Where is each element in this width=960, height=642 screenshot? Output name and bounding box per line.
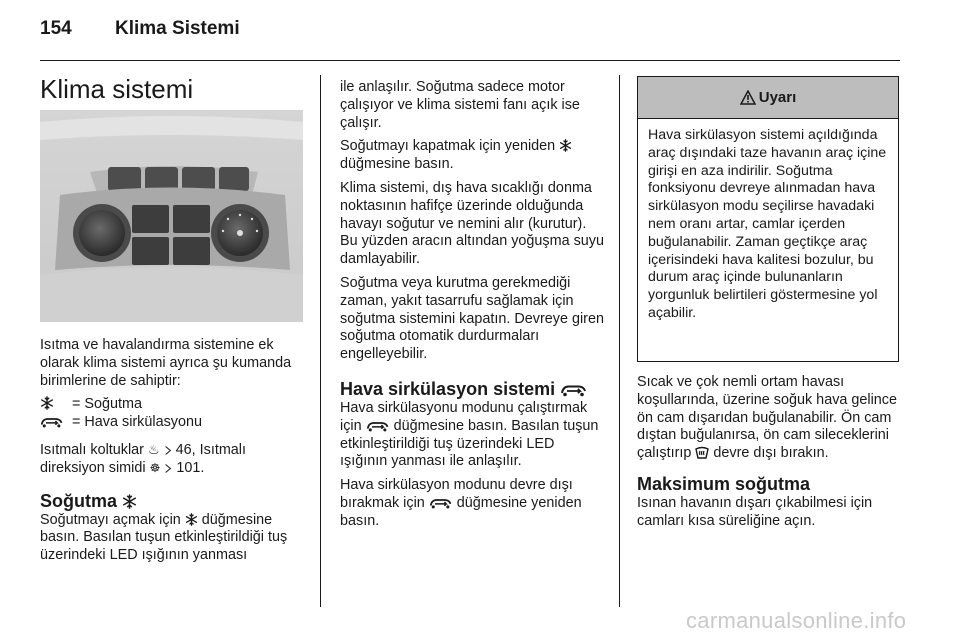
text-run: Sıcak ve çok nemli ortam havası koşullarında, üzerine soğuk hava gelince ön cam dışarıdan buğulanabilir. Ön cam dıştan buğulanırsa, ön cam sileceklerini çalıştırıp [637, 374, 897, 462]
text-run: Soğutmayı kapatmak için yeniden [340, 138, 556, 155]
warning-title: Uyarı [758, 89, 797, 106]
wheel-ref: 101. [176, 459, 205, 476]
recirculation-on-paragraph [340, 400, 605, 471]
recirculation-icon [366, 420, 390, 432]
warning-triangle-icon [740, 90, 756, 105]
seat-heat-icon: ♨ [147, 441, 160, 457]
intro-paragraph: Isıtma ve havalandırma sistemine ek olarak klima sistemi ayrıca şu kumanda birimlerine de sahiptir: [40, 337, 292, 389]
warning-box [637, 76, 899, 362]
page-number: 154 [40, 18, 72, 39]
column-3 [637, 374, 902, 537]
reference-paragraph [40, 441, 304, 478]
definition-recirculation [40, 414, 304, 432]
page-ref-arrow-icon [164, 463, 172, 474]
text-run: düğmesine basın. Basılan tuşun etkinleştirildiği tuş üzerindeki LED ışığının yanması ile anlaşılır. [340, 417, 599, 470]
definition-cooling [40, 396, 304, 414]
page-ref-arrow-icon [164, 445, 172, 456]
chapter-title: Klima Sistemi [115, 18, 240, 39]
snowflake-icon [122, 494, 137, 509]
wheel-text: direksiyon simidi [40, 459, 146, 476]
led-paragraph: ile anlaşılır. Soğutma sadece motor çalışıyor ve klima sistemi fanı açık ise çalışır. [340, 79, 580, 131]
recirculation-icon [429, 497, 453, 509]
watermark: carmanualsonline.info [686, 608, 907, 633]
text-run: Hava sirkülasyon modunu devre dışı bırakmak için [340, 477, 573, 511]
text-run: Hava sirkülasyonu modunu çalıştırmak için [340, 399, 588, 434]
recirculation-icon [560, 383, 588, 397]
page-title: Klima sistemi [40, 74, 194, 104]
steering-heat-icon: ☸ [149, 460, 161, 475]
column-1 [40, 337, 304, 571]
column-divider-2 [619, 75, 620, 607]
snowflake-icon [40, 396, 54, 410]
text-run: düğmesine yeniden basın. [340, 494, 582, 529]
windscreen-defrost-icon [695, 446, 709, 459]
column-2 [340, 79, 605, 537]
fuel-saving-paragraph: Soğutma veya kurutma gerekmediği zaman, yakıt tasarrufu sağlamak için soğutma sistemini kapatın. Devreye giren soğutma otomatik durdurmaları engelleyebilir. [340, 274, 604, 363]
cooling-heading [40, 490, 304, 512]
cooling-off-paragraph [340, 138, 605, 174]
recirculation-icon [40, 416, 64, 428]
dehumidify-paragraph: Klima sistemi, dış hava sıcaklığı donma noktasının hafifçe üzerinde olduğunda havayı soğutur ve nemini alır (kurutur). Bu yüzden aracın altından yoğuşma suyu damlayabilir. [340, 179, 604, 268]
definition-text: = Soğutma [72, 396, 142, 413]
text-run: düğmesine basın. Basılan tuşun etkinleştirildiği tuş üzerindeki LED ışığının yanması [40, 511, 288, 564]
fogging-paragraph [637, 374, 902, 463]
recirculation-heading [340, 378, 605, 400]
recirculation-off-paragraph [340, 477, 605, 530]
cooling-heading-text: Soğutma [40, 490, 118, 511]
snowflake-icon [559, 139, 572, 152]
column-divider-1 [320, 75, 321, 607]
seat-ref: 46, Isıtmalı [175, 441, 247, 458]
max-cooling-paragraph: Isınan havanın dışarı çıkabilmesi için camları kısa süreliğine açın. [637, 494, 873, 529]
text-run: devre dışı bırakın. [713, 445, 829, 462]
seat-text: Isıtmalı koltuklar [40, 441, 144, 458]
text-run: Soğutmayı açmak için [40, 511, 181, 528]
max-cooling-heading: Maksimum soğutma [637, 473, 811, 494]
recirculation-heading-text: Hava sirkülasyon sistemi [340, 378, 556, 399]
definition-text: = Hava sirkülasyonu [72, 414, 202, 431]
header-rule [40, 60, 900, 61]
warning-header [638, 77, 898, 119]
climate-control-photo [40, 110, 303, 322]
text-run: düğmesine basın. [340, 156, 454, 173]
page-header [40, 18, 240, 40]
cooling-paragraph [40, 512, 304, 565]
warning-text: Hava sirkülasyon sistemi açıldığında araç dışındaki taze havanın araç içine girişi en aza indirilir. Soğutma fonksiyonu devreye alınmadan hava sirkülasyon modu seçilirse havadaki nem oranı artar, camlar içerden buğulanabilir. Zaman geçtikçe araç içerisindeki hava kalitesi bozulur, bu durum araç içinde bulunanların yorgunluk belirtileri göstermesine yol açabilir. [648, 127, 887, 321]
snowflake-icon [185, 513, 198, 526]
